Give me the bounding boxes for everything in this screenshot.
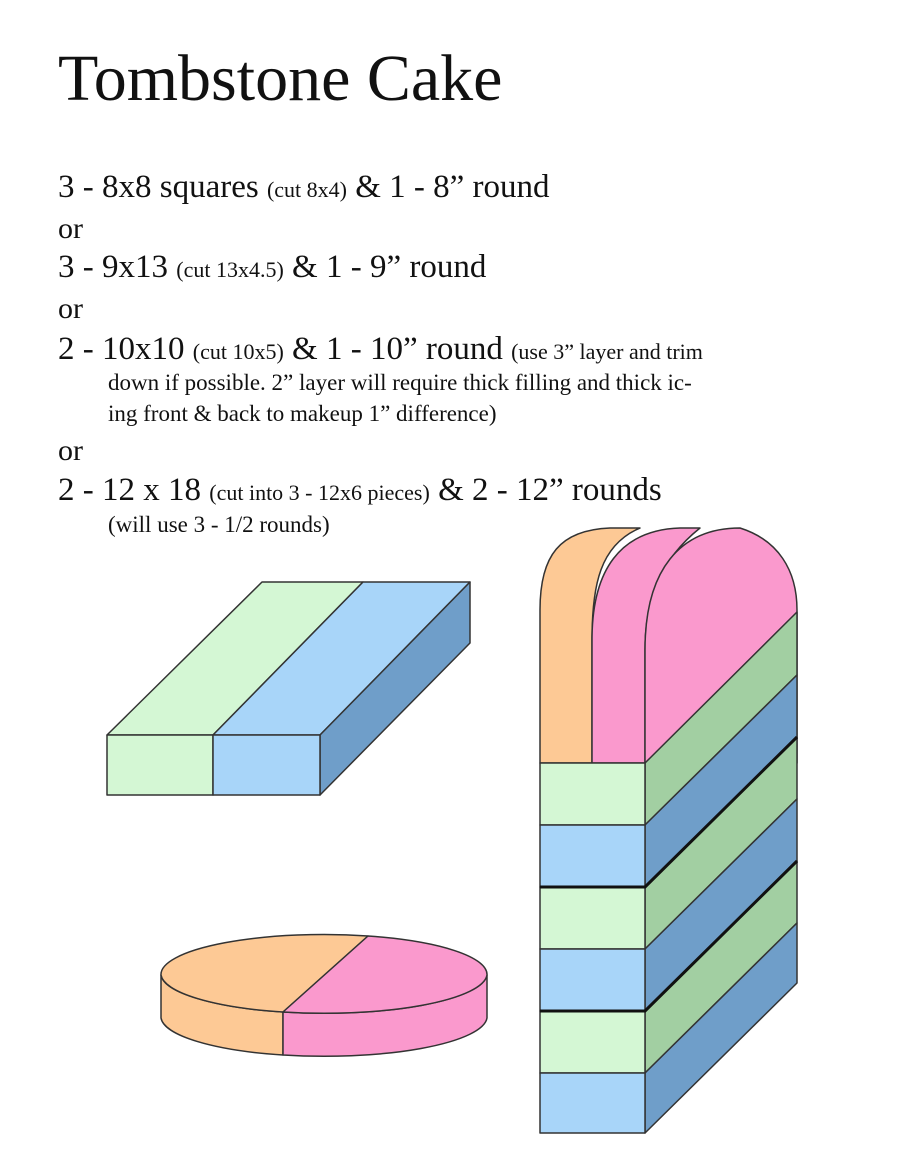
option-12x18-rounds: & 2 - 12” rounds	[438, 472, 662, 508]
sheet-cake	[107, 582, 470, 795]
sheet-cake-front-green	[107, 735, 213, 795]
stack-front-4	[540, 949, 645, 1011]
separator-or-2: or	[58, 292, 83, 325]
option-9x13-cut: (cut 13x4.5)	[176, 257, 284, 282]
option-12x18-cut: (cut into 3 - 12x6 pieces)	[209, 480, 430, 505]
option-8x8-cut: (cut 8x4)	[266, 177, 347, 202]
separator-or-3: or	[58, 434, 83, 467]
round-cake	[161, 935, 487, 1057]
option-10x10-note: (use 3” layer and trim	[511, 339, 703, 364]
option-10x10-main: 2 - 10x10	[58, 331, 185, 367]
stack-front-3	[540, 887, 645, 949]
option-9x13-round: & 1 - 9” round	[292, 249, 487, 285]
tombstone-stack	[540, 528, 797, 1133]
option-12x18-note: (will use 3 - 1/2 rounds)	[108, 512, 330, 537]
stack-front-2	[540, 825, 645, 887]
sheet-cake-front-blue	[213, 735, 320, 795]
option-10x10-note-line2: down if possible. 2” layer will require thick filling and thick ic-	[108, 370, 692, 395]
option-8x8-round: & 1 - 8” round	[355, 169, 550, 205]
option-10x10-note-line3: ing front & back to makeup 1” difference)	[108, 401, 497, 426]
option-9x13-main: 3 - 9x13	[58, 249, 168, 285]
stack-front-6	[540, 1073, 645, 1133]
stack-front-5	[540, 1011, 645, 1073]
option-10x10-cut: (cut 10x5)	[192, 339, 284, 364]
page-title: Tombstone Cake	[58, 42, 503, 115]
option-10x10-round: & 1 - 10” round	[292, 331, 503, 367]
option-12x18-main: 2 - 12 x 18	[58, 472, 201, 508]
stack-front-1	[540, 763, 645, 825]
option-8x8-main: 3 - 8x8 squares	[58, 169, 259, 205]
separator-or-1: or	[58, 212, 83, 245]
